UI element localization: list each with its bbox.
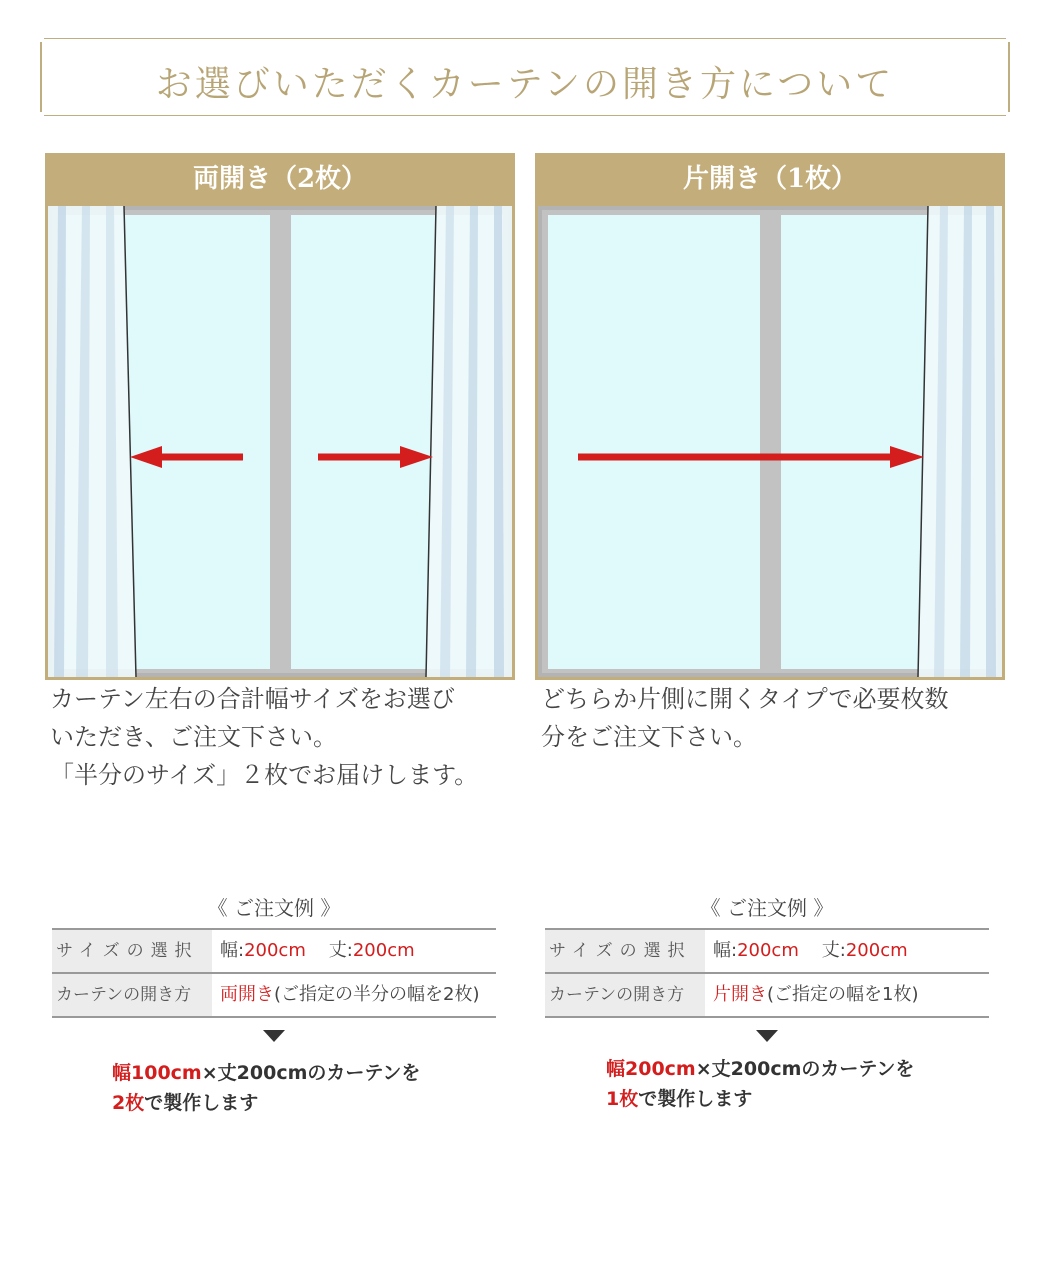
width-value: 200cm [244, 940, 306, 961]
height-value: 200cm [352, 940, 415, 961]
result-width: 幅100cm [112, 1062, 202, 1084]
order-example-double [52, 892, 496, 1042]
description-line: 「半分のサイズ」２枚でお届けします。 [50, 761, 479, 789]
open-style-label: カーテンの開き方 [52, 974, 212, 1016]
double-open-illustration [45, 206, 515, 680]
height-label: 丈: [821, 940, 846, 961]
open-style-note: (ご指定の幅を1枚) [767, 984, 919, 1005]
double-open-header: 両開き（2枚） [45, 153, 515, 206]
open-style-label: カーテンの開き方 [545, 974, 705, 1016]
width-label: 幅: [713, 940, 738, 961]
height-label: 丈: [328, 940, 353, 961]
result-line1-rest: ×丈200cmのカーテンを [695, 1058, 915, 1080]
size-row [545, 930, 989, 974]
curtain-left [48, 206, 136, 677]
order-example-table [545, 928, 989, 1018]
curtain-right [918, 206, 1002, 677]
open-style-value [212, 974, 496, 1016]
description-line: どちらか片側に開くタイプで必要枚数 [541, 685, 949, 713]
double-open-window-svg [48, 206, 512, 677]
triangle-down-icon [756, 1030, 778, 1042]
single-open-header: 片開き（1枚） [535, 153, 1005, 206]
page-title-box [40, 38, 1010, 116]
window-pane-left [548, 215, 760, 669]
result-count: 2枚 [112, 1092, 145, 1114]
double-open-description [50, 680, 520, 794]
single-open-illustration [535, 206, 1005, 680]
order-example-single [545, 892, 989, 1042]
width-value: 200cm [737, 940, 799, 961]
order-result-double [112, 1058, 420, 1118]
description-line: カーテン左右の合計幅サイズをお選び [50, 685, 455, 713]
size-value [212, 930, 496, 972]
single-open-panel [535, 153, 1005, 680]
description-line: いただき、ご注文下さい。 [50, 723, 338, 751]
open-style-name: 両開き [220, 984, 274, 1005]
page-title: お選びいただくカーテンの開き方について [155, 64, 895, 105]
result-line2-rest: で製作します [144, 1092, 259, 1114]
width-label: 幅: [220, 940, 245, 961]
size-row [52, 930, 496, 974]
size-label: サイズの選択 [545, 930, 705, 972]
open-style-row [545, 974, 989, 1018]
order-example-table [52, 928, 496, 1018]
open-style-row [52, 974, 496, 1018]
order-example-caption: 《 ご注文例 》 [207, 896, 341, 920]
double-open-panel [45, 153, 515, 680]
order-example-caption: 《 ご注文例 》 [700, 896, 834, 920]
result-line2-rest: で製作します [638, 1088, 753, 1110]
title-border-bottom [44, 115, 1006, 116]
open-style-name: 片開き [713, 984, 767, 1005]
result-count: 1枚 [606, 1088, 639, 1110]
open-style-note: (ご指定の半分の幅を2枚) [274, 984, 480, 1005]
open-style-value [705, 974, 989, 1016]
triangle-down-icon [263, 1030, 285, 1042]
height-value: 200cm [845, 940, 908, 961]
curtain-right [426, 206, 512, 677]
single-open-window-svg [538, 206, 1002, 677]
result-width: 幅200cm [606, 1058, 696, 1080]
order-result-single [606, 1054, 914, 1114]
title-border-top [44, 38, 1006, 39]
single-open-description [541, 680, 1011, 756]
result-line1-rest: ×丈200cmのカーテンを [201, 1062, 421, 1084]
size-value [705, 930, 989, 972]
size-label: サイズの選択 [52, 930, 212, 972]
description-line: 分をご注文下さい。 [541, 723, 757, 751]
